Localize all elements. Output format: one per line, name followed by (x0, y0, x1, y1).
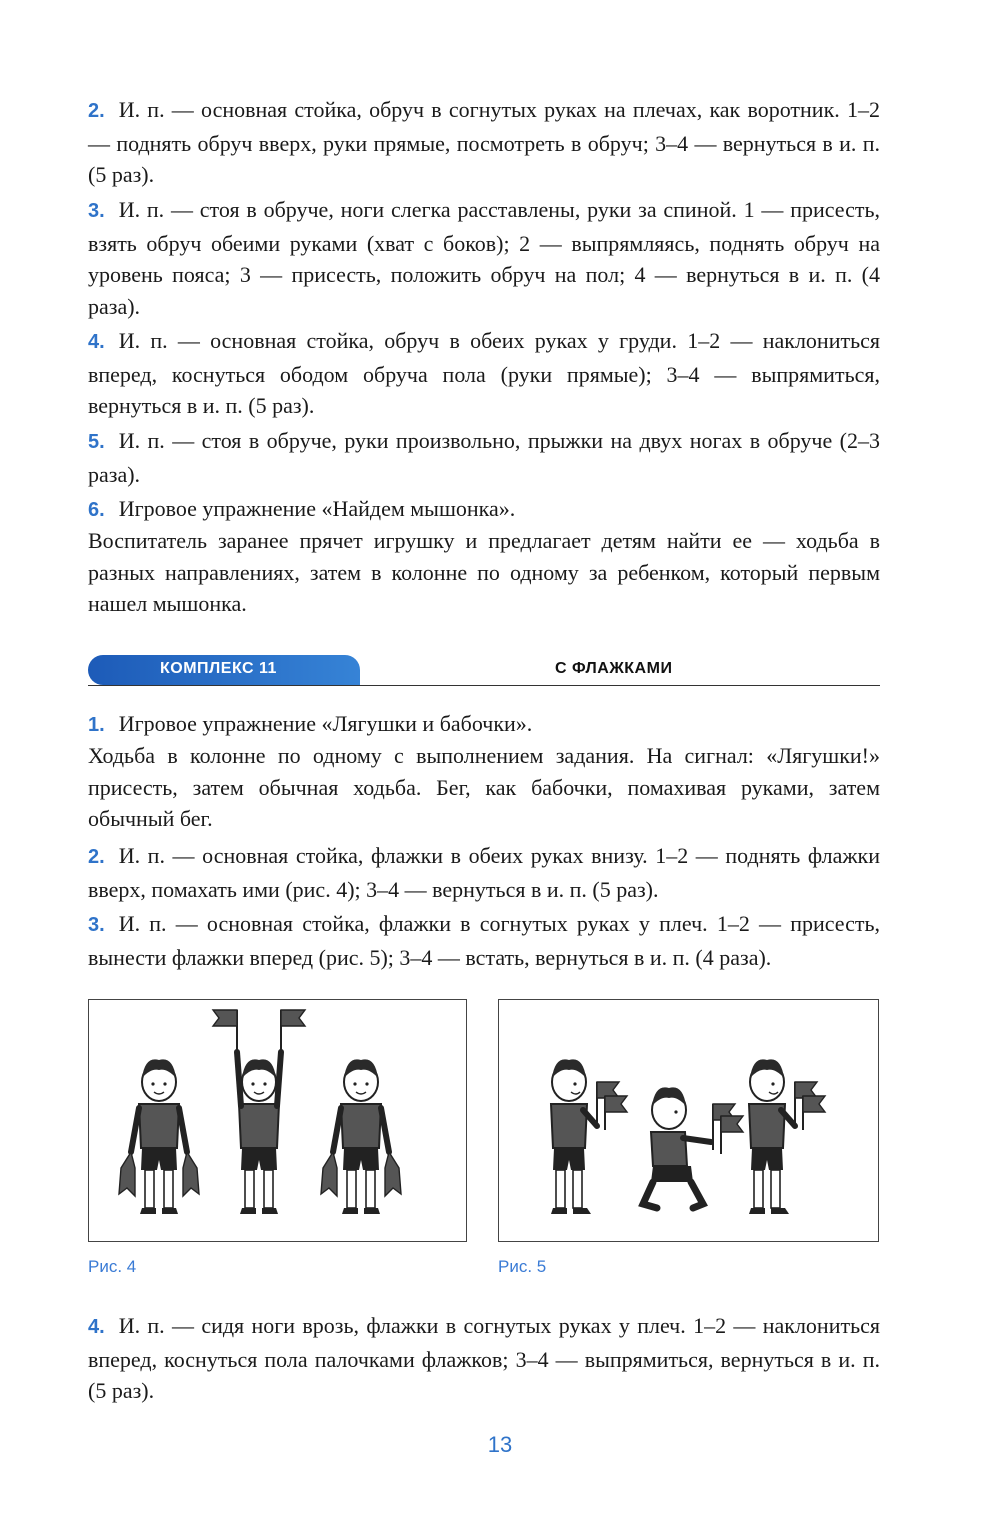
figure-5 (498, 999, 879, 1242)
exercise-3-top (88, 194, 880, 322)
complex-exercise-1 (88, 708, 880, 742)
exercise-text: И. п. — основная стойка, флажки в обеих руках внизу. 1–2 — поднять флажки вверх, помахать ими (рис. 4); 3–4 — вернуться в и. п. (5 раз). (88, 843, 880, 902)
exercise-number: 1. (88, 714, 105, 736)
exercise-text: И. п. — основная стойка, флажки в согнутых руках у плеч. 1–2 — присесть, вынести флажки вперед (рис. 5); 3–4 — встать, вернуться в и. п. (4 раза). (88, 911, 880, 970)
exercise-text: Игровое упражнение «Лягушки и бабочки». (118, 711, 533, 736)
page-number: 13 (487, 1432, 513, 1457)
exercise-text: И. п. — стоя в обруче, ноги слегка расставлены, руки за спиной. 1 — присесть, взять обруч обеими руками (хват с боков); 2 — выпрямляясь, поднять обруч на уровень пояса; 3 — присесть, положить обруч на пол; 4 — вернуться в и. п. (4 раза). (88, 197, 880, 319)
exercise-number: 5. (88, 431, 105, 453)
figure-4 (88, 999, 467, 1242)
exercise-5-top (88, 425, 880, 490)
exercise-number: 3. (88, 200, 105, 222)
complex-label: КОМПЛЕКС 11 (160, 660, 277, 677)
exercise-text: И. п. — основная стойка, обруч в согнутых руках на плечах, как воротник. 1–2 — поднять обруч вверх, руки прямые, посмотреть в обруч; 3–4 — вернуться в и. п. (5 раз). (88, 97, 880, 187)
figure-4-caption: Рис. 4 (88, 1257, 137, 1276)
exercise-text: И. п. — стоя в обруче, руки произвольно, прыжки на двух ногах в обруче (2–3 раза). (88, 428, 880, 487)
game-description: Воспитатель заранее прячет игрушку и предлагает детям найти ее — ходьба в разных направлениях, затем в колонне по одному за ребенком, который первым нашел мышонка. (88, 528, 880, 616)
exercise-6-top (88, 493, 880, 527)
exercise-number: 6. (88, 499, 105, 521)
exercise-4-top (88, 325, 880, 422)
complex-exercise-3 (88, 908, 880, 973)
exercise-number: 2. (88, 846, 105, 868)
exercise-text: И. п. — основная стойка, обруч в обеих руках у груди. 1–2 — наклониться вперед, коснуться ободом обруча пола (руки прямые); 3–4 — выпрямиться, вернуться в и. п. (5 раз). (88, 328, 880, 418)
exercise-text: И. п. — сидя ноги врозь, флажки в согнутых руках у плеч. 1–2 — наклониться вперед, коснуться пола палочками флажков; 3–4 — выпрямиться, вернуться в и. п. (5 раз). (88, 1313, 880, 1403)
exercise-number: 3. (88, 914, 105, 936)
exercise-text: Игровое упражнение «Найдем мышонка». (118, 496, 516, 521)
complex-title: С ФЛАЖКАМИ (555, 660, 673, 677)
boys-raising-flags-illustration (89, 1000, 466, 1241)
exercise-number: 4. (88, 1316, 105, 1338)
figure-5-caption: Рис. 5 (498, 1257, 547, 1276)
complex-exercise-4 (88, 1310, 880, 1407)
exercise-number: 2. (88, 100, 105, 122)
complex-exercise-2 (88, 840, 880, 905)
boys-squatting-with-flags-illustration (499, 1000, 878, 1241)
exercise-number: 4. (88, 331, 105, 353)
exercise-2-top (88, 94, 880, 191)
header-divider (88, 685, 880, 686)
complex-exercise-1-description: Ходьба в колонне по одному с выполнением задания. На сигнал: «Лягушки!» присесть, затем обычная ходьба. Бег, как бабочки, помахивая руками, затем обычный бег. (88, 743, 880, 831)
